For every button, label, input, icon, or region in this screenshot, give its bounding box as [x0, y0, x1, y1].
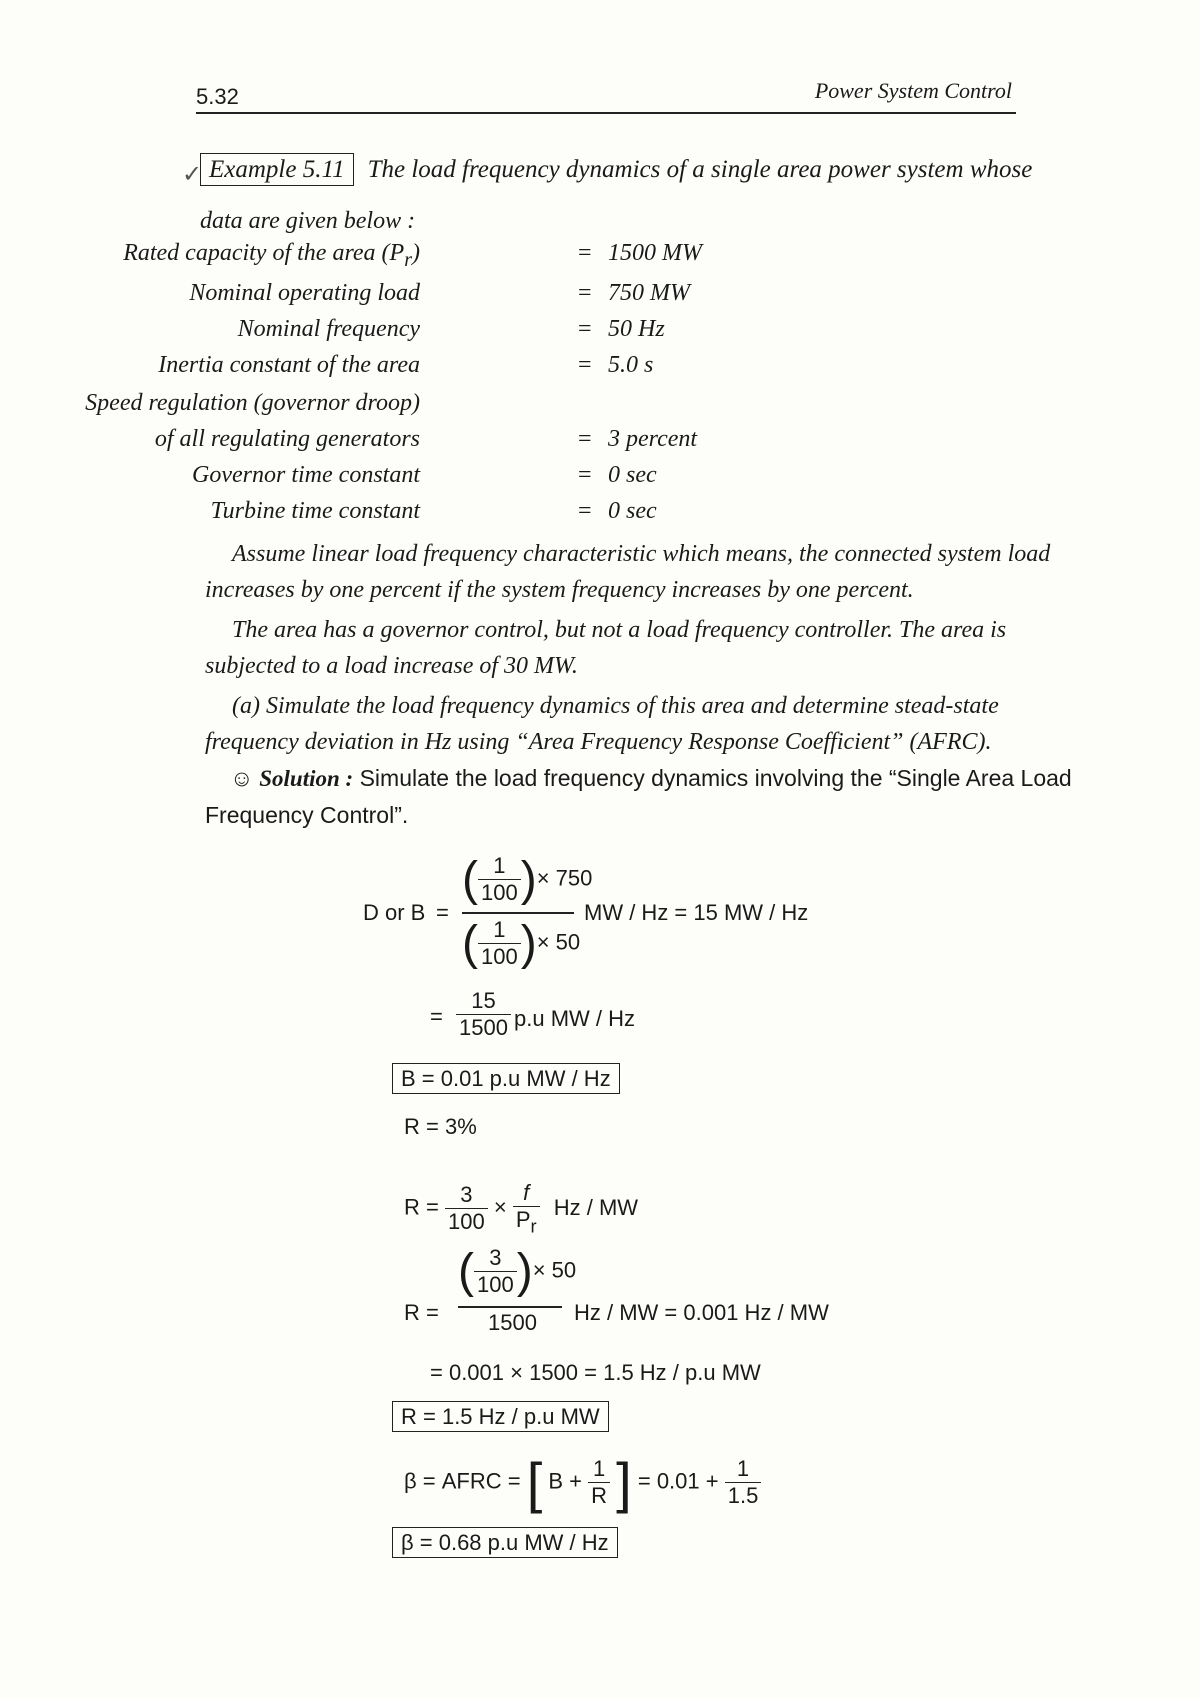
r-lhs: R =: [404, 1300, 439, 1325]
param-label: Governor time constant: [192, 462, 420, 488]
denominator-expression: ( $\frac{1}{100}$ )× 50: [462, 917, 581, 970]
equals-sign: =: [430, 1004, 443, 1029]
param-row: Governor time constant = 0 sec: [192, 462, 657, 488]
param-row: Turbine time constant = 0 sec: [210, 498, 657, 524]
param-label: Nominal operating load: [189, 280, 420, 306]
solution-label: ☺ Solution :: [230, 766, 354, 791]
param-value: 0 sec: [608, 462, 657, 488]
param-label: of all regulating generators: [154, 426, 420, 452]
paragraph-line: frequency deviation in Hz using “Area Frequency Response Coefficient” (AFRC).: [205, 729, 992, 755]
r-calculation: = 0.001 × 1500 = 1.5 Hz / p.u MW: [430, 1360, 761, 1385]
fraction-bar: [462, 912, 574, 914]
param-value: 3 percent: [608, 426, 698, 452]
r-result-line: Hz / MW = 0.001 Hz / MW: [574, 1300, 829, 1325]
paragraph-line: Assume linear load frequency characteristic which means, the connected system load: [232, 541, 1051, 567]
fraction-bar: [458, 1306, 562, 1308]
running-title: Power System Control: [814, 78, 1012, 103]
paragraph-line: (a) Simulate the load frequency dynamics of this area and determine stead-state: [232, 693, 999, 719]
paragraph-line: subjected to a load increase of 30 MW.: [205, 653, 578, 679]
param-row: of all regulating generators = 3 percent: [154, 426, 698, 452]
param-row: Nominal operating load = 750 MW: [189, 280, 690, 306]
result-b: B = 0.01 p.u MW / Hz: [392, 1066, 620, 1092]
param-label: Speed regulation (governor droop): [85, 390, 420, 416]
example-heading: [200, 156, 1032, 184]
param-value: 5.0 s: [608, 352, 654, 378]
example-intro: The load frequency dynamics of a single area power system whose: [367, 156, 1033, 183]
r-numerator: ( $\frac{3}{100}$ )× 50: [458, 1245, 577, 1298]
param-label: Turbine time constant: [210, 498, 420, 524]
param-row: Nominal frequency = 50 Hz: [237, 316, 665, 342]
result-beta: β = 0.68 p.u MW / Hz: [392, 1530, 618, 1556]
paragraph-line: increases by one percent if the system frequency increases by one percent.: [205, 577, 914, 603]
param-row: Rated capacity of the area $(P_r)$ = 1500 MW: [123, 240, 702, 271]
fraction-15-1500: $\frac{15}{1500}$: [456, 988, 511, 1041]
param-row: [85, 390, 900, 424]
page-number: 5.32: [196, 84, 239, 109]
param-label: Rated capacity of the area $(P_r)$: [123, 240, 420, 271]
example-intro-2: data are given below :: [200, 208, 416, 234]
paragraph-line: The area has a governor control, but not a load frequency controller. The area is: [232, 617, 1007, 643]
numerator-expression: ( $\frac{1}{100}$ )× 750: [462, 853, 593, 906]
solution-text-2: Frequency Control”.: [205, 802, 409, 828]
page-header: [196, 78, 1016, 114]
checkmark-icon: ✓: [182, 162, 203, 188]
d-or-b-label: D or B: [363, 900, 426, 925]
param-value: 750 MW: [608, 280, 690, 306]
r-formula: R = $\frac{3}{100}$ × $\frac{f}{P_r}$ Hz / MW: [404, 1180, 639, 1237]
r-denominator: 1500: [488, 1310, 537, 1335]
result-r: R = 1.5 Hz / p.u MW: [392, 1404, 609, 1430]
unit-pu-mw-hz: p.u MW / Hz: [514, 1006, 636, 1031]
solution-text: Simulate the load frequency dynamics involving the “Single Area Load: [359, 765, 1072, 791]
param-row: Inertia constant of the area = 5.0 s: [158, 352, 654, 378]
param-value: 1500 MW: [608, 240, 702, 266]
param-value: 0 sec: [608, 498, 657, 524]
param-value: 50 Hz: [608, 316, 665, 342]
solution-line: [230, 765, 1072, 792]
beta-formula: β = AFRC = [ B + $\frac{1}{R}$ ] = 0.01 + $\frac{1}{1.5}$: [404, 1450, 761, 1515]
equals-sign: =: [436, 900, 449, 925]
example-label: Example 5.11: [200, 153, 354, 186]
r-percent: R = 3%: [404, 1114, 477, 1139]
param-label: Inertia constant of the area: [158, 352, 420, 378]
param-label: Nominal frequency: [237, 316, 420, 342]
d-or-b-result: MW / Hz = 15 MW / Hz: [584, 900, 809, 925]
